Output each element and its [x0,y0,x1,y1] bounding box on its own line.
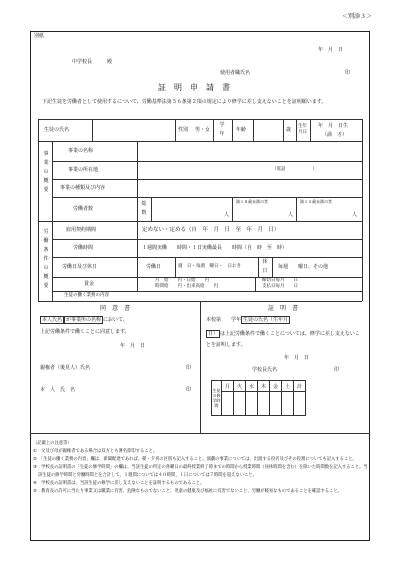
age-unit: 歳 [286,127,292,133]
hours-value: １週間実働 時間・１日実働最長 時間（自 時 至 時） [142,245,288,251]
wage-label: 賃金 [84,281,95,287]
request-body: 下記生徒を労働者として使用するについて、労働基準法第５６条第２項の規定により修学に差し支えないことを証明願います。 [42,99,327,105]
consent-title: 同 意 書 [100,305,131,312]
day-wed: 水 [246,381,258,392]
business-section-label: 事業の概要 [43,151,49,193]
cert-line1b: 学年 [231,317,242,323]
workers-total-label: 総数 [141,201,147,216]
note-4: ④ 学校長の証明書は、当該生徒の修学に差し支えないことを証明するものであること。 [33,481,205,486]
business-type-label: 事業の種類及び内容 [60,185,106,191]
full-age: （満 才） [322,132,348,138]
header-date: 年 月 日 [318,47,344,53]
cert-student-name: 生徒の氏名（生年月 [243,317,289,323]
person-unit-3: 人 [352,212,358,218]
study-hours-table [211,380,306,416]
hours-cell-tue [234,392,246,416]
holiday-value: 毎週 曜日、その他 [278,264,329,270]
hours-label: 労働時間 [73,245,94,251]
sex-label: 性別 [178,127,189,133]
form-tag: ＜別添３＞ [342,13,373,20]
business-name-label: 事業の名称 [68,148,94,154]
note-1: ① 父及び母が親権者である場合は双方とも署名捺印すること。 [33,449,158,454]
consent-person-name: 本人氏名 [42,317,63,323]
study-hours-label: 生徒の修学時間 [212,381,222,416]
hours-cell-fri [270,392,282,416]
cert-date: 年 月 日 [284,355,310,361]
day-fri: 金 [270,381,282,392]
workday-key: 労働日 [146,264,162,270]
cert-line2a: 日） [208,331,219,337]
birth-label: 生年月日 [298,124,307,135]
document-title: 証 明 申 請 書 [158,83,230,92]
pay-day: 支払日毎月 日 [262,284,298,289]
hours-cell-mon [222,392,234,416]
hours-cell-total [294,392,306,416]
workers-label: 労働者数 [73,206,94,212]
cert-line2b: は上記労働条件で働くことについては、修学に差し支えないことを証明します。 [206,331,360,348]
hours-cell-thu [258,392,270,416]
note-5: ⑤ 教育長の許可に当たり事業又は職業に有害、危険なものでないこと、児童の健康及び福祉に有害でないこと、労働が軽易なものであることを確認すること。 [33,489,342,494]
workers-under18-label: 満１８歳未満の者 [236,199,268,204]
day-sat: 土 [282,381,294,392]
business-location-label: 事業の所在地 [68,167,99,173]
contract-value: 定めない・定める（自 年 月 日 至 年 月 日） [142,227,280,233]
student-name-label: 生徒の氏名 [44,127,70,133]
day-mon: 月 [222,381,234,392]
cert-line1a: 本校第 [206,317,222,323]
hours-cell-wed [246,392,258,416]
principal-seal: 印 [334,367,340,373]
day-total: 計 [294,381,306,392]
day-thu: 木 [258,381,270,392]
wage-line-2: 時間給 円・出来高給 円 [155,284,218,289]
phone-label: （電話 ） [272,167,317,172]
note-2: ② 「生徒の働く業務の内容」欄は、新聞配達であれば、朝・夕刊の区別も記入すること。演劇の事業については、出演する役名及びその役割についても記入すること。 [33,457,357,462]
note-3: ③ 学校長の証明書の「生徒の修学時間」の欄は、当該生徒の所定の各曜日の最終授業終了時までの時間から授業時間（昼休時間を含む）を除いた時間数を記入すること。当該生徒の修学時間と労働時間とを合計して、１週間については４０時間、１日については７時間を超えないこと。 [33,465,368,478]
age-label: 年齢 [236,127,247,133]
guardian-name-label: 親権者（後見人）氏名 [40,365,91,371]
days-label: 労働日及び休日 [62,264,98,270]
wage-line-1: 月 給 円・日給 円 [155,278,209,283]
workday-value: 週 日・毎週 曜日・ 日おき [178,264,241,269]
principal-label: 学校長氏名 [252,367,278,373]
person-unit-2: 人 [288,212,294,218]
hours-cell-sat [282,392,294,416]
consent-date: 年 月 日 [120,343,146,349]
self-name-label: 本 人 氏 名 [40,387,76,393]
consent-business-name: が事業所の名称 [66,317,102,323]
notes-title: （記載上の注意等） [33,441,72,446]
grade-label: 学年 [219,122,225,137]
birth-value: 年 月 日生 [318,123,349,129]
job-content-label: 生徒の働く業務の内容 [64,293,109,298]
guardian-seal: 印 [186,365,192,371]
addressee: 中学校長 殿 [72,59,113,65]
contract-label: 雇用契約期間 [66,227,97,233]
labor-section-label: 労働条件の概要 [43,229,49,289]
consent-line1-end: において、 [103,317,128,323]
applicant-label: 使用者職氏名 [220,70,251,76]
consent-line2: 上記労働条件で働くことに同意します。 [40,329,130,335]
applicant-seal: 印 [345,70,351,76]
person-unit-1: 人 [224,212,230,218]
pay-cutoff: 締切日毎月 日 [262,278,298,283]
besshi-label: 別紙 [34,33,45,39]
holiday-key: 休日 [262,259,268,274]
self-seal: 印 [186,387,192,393]
sex-value: 男・女 [195,127,211,133]
day-tue: 火 [234,381,246,392]
workers-under15-label: 満１５歳未満の者 [300,199,332,204]
certificate-title: 証 明 書 [268,305,299,312]
notes-section [33,440,369,496]
